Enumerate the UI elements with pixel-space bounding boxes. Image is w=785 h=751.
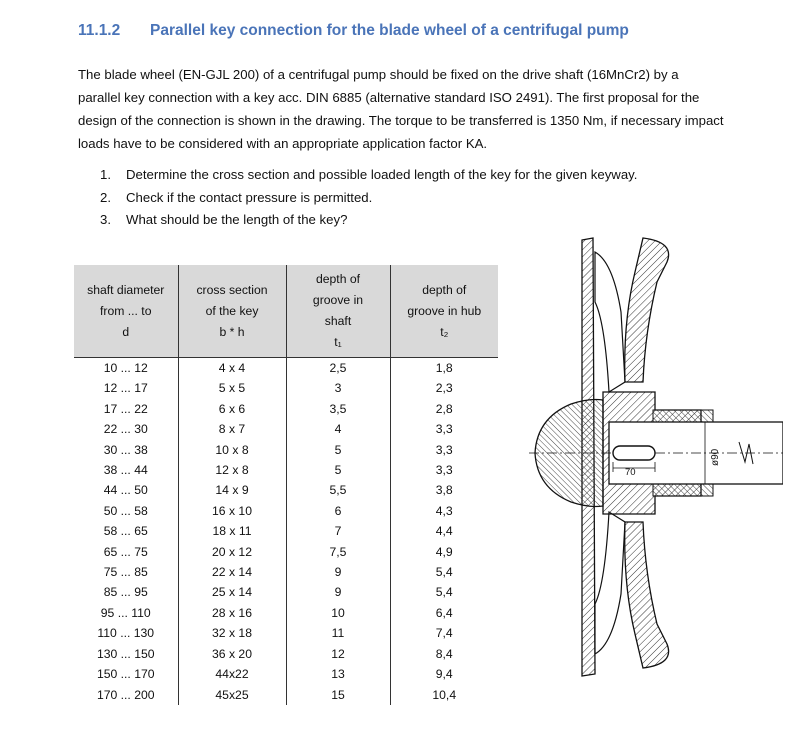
table-cell: 150 ... 170 xyxy=(96,667,155,682)
header-line: shaft diameter xyxy=(87,282,165,297)
blade-wheel-drawing xyxy=(525,222,783,684)
parallel-key xyxy=(613,446,655,460)
header-line: shaft xyxy=(324,314,352,328)
table-row xyxy=(74,501,498,521)
table-cell: 5 xyxy=(286,460,390,480)
table-cell: 2,8 xyxy=(390,399,498,419)
table-cell: 36 x 20 xyxy=(178,644,286,664)
table-row xyxy=(74,378,498,398)
header-depth-shaft xyxy=(286,265,390,358)
table-row xyxy=(74,399,498,419)
table-row xyxy=(74,685,498,705)
header-line: d xyxy=(122,324,130,339)
table-cell: 3,5 xyxy=(286,399,390,419)
table-row xyxy=(74,603,498,623)
table-cell: 6,4 xyxy=(390,603,498,623)
table-row xyxy=(74,644,498,664)
table-cell: 9 xyxy=(286,582,390,602)
table-cell: 9,4 xyxy=(390,664,498,684)
table-cell: 22 x 14 xyxy=(178,562,286,582)
table-cell: 2,3 xyxy=(390,378,498,398)
table-body xyxy=(74,358,498,705)
header-line: groove in xyxy=(312,293,364,307)
task-text: Determine the cross section and possible loaded length of the key for the given keyway. xyxy=(126,167,638,182)
table-header-row xyxy=(74,265,498,358)
table-cell: 1,8 xyxy=(390,358,498,379)
table-cell: 50 ... 58 xyxy=(103,503,148,518)
table-row xyxy=(74,460,498,480)
blade-web xyxy=(595,252,625,392)
table-row xyxy=(74,480,498,500)
table-row xyxy=(74,521,498,541)
table-cell: 3,3 xyxy=(390,460,498,480)
table-cell: 20 x 12 xyxy=(178,542,286,562)
section-title: Parallel key connection for the blade wheel of a centrifugal pump xyxy=(150,22,629,39)
table-cell: 5 x 5 xyxy=(178,378,286,398)
table-cell: 3,3 xyxy=(390,440,498,460)
table-cell: 75 ... 85 xyxy=(103,565,148,580)
table-cell: 22 ... 30 xyxy=(103,422,148,437)
table-row xyxy=(74,623,498,643)
table-cell: 11 xyxy=(286,623,390,643)
table-cell: 8 x 7 xyxy=(178,419,286,439)
table-cell: 170 ... 200 xyxy=(96,687,155,702)
right-shroud-lower xyxy=(625,522,669,668)
right-shroud-upper xyxy=(625,238,669,382)
header-line: t₁ xyxy=(334,335,342,349)
table-cell: 25 x 14 xyxy=(178,582,286,602)
table-cell: 3,8 xyxy=(390,480,498,500)
table-cell: 10 x 8 xyxy=(178,440,286,460)
table-cell: 17 ... 22 xyxy=(103,401,148,416)
table-cell: 15 xyxy=(286,685,390,705)
table-cell: 110 ... 130 xyxy=(97,626,155,641)
table-row xyxy=(74,664,498,684)
shaft-collar xyxy=(653,410,713,422)
table-cell: 4 xyxy=(286,419,390,439)
task-number: 3. xyxy=(100,212,111,227)
table-cell: 4,4 xyxy=(390,521,498,541)
shaft-diameter-label: ø90 xyxy=(710,448,721,466)
key-length-label: 70 xyxy=(625,467,636,478)
table-cell: 5,4 xyxy=(390,562,498,582)
header-line: of the key xyxy=(205,303,259,318)
key-dimension-table xyxy=(74,265,498,705)
table-cell: 4,3 xyxy=(390,501,498,521)
section-number: 11.1.2 xyxy=(78,22,121,39)
table-cell: 7 xyxy=(286,521,390,541)
table-cell: 10,4 xyxy=(390,685,498,705)
header-cross-section xyxy=(178,265,286,358)
table-cell: 10 ... 12 xyxy=(74,358,178,379)
header-line: groove in hub xyxy=(407,303,482,318)
list-item xyxy=(100,164,637,187)
header-line: depth of xyxy=(315,272,361,286)
task-text: Check if the contact pressure is permitted. xyxy=(126,189,373,205)
table-cell: 4,9 xyxy=(390,542,498,562)
table-cell: 10 xyxy=(286,603,390,623)
table-cell: 58 ... 65 xyxy=(103,524,148,539)
table-cell: 6 x 6 xyxy=(178,399,286,419)
table-cell: 65 ... 75 xyxy=(103,544,148,559)
table-cell: 28 x 16 xyxy=(178,603,286,623)
table-cell: 130 ... 150 xyxy=(96,646,155,661)
table-cell: 7,4 xyxy=(390,623,498,643)
table-cell: 38 ... 44 xyxy=(103,463,148,478)
table-cell: 8,4 xyxy=(390,644,498,664)
table-cell: 85 ... 95 xyxy=(103,585,148,600)
table-cell: 5,5 xyxy=(286,480,390,500)
header-line: b * h xyxy=(219,324,245,339)
table-cell: 3,3 xyxy=(390,419,498,439)
header-line: cross section xyxy=(196,282,268,297)
table-cell: 13 xyxy=(286,664,390,684)
table-cell: 12 ... 17 xyxy=(103,381,148,396)
table-cell: 9 xyxy=(286,562,390,582)
header-line: depth of xyxy=(422,282,467,297)
table-cell: 44x22 xyxy=(178,664,286,684)
table-cell: 16 x 10 xyxy=(178,501,286,521)
table-cell: 45x25 xyxy=(178,685,286,705)
table-cell: 32 x 18 xyxy=(178,623,286,643)
table-row xyxy=(74,440,498,460)
table-cell: 14 x 9 xyxy=(178,480,286,500)
table-cell: 5 xyxy=(286,440,390,460)
table-cell: 44 ... 50 xyxy=(103,483,148,498)
task-text: What should be the length of the key? xyxy=(126,212,348,227)
list-item xyxy=(100,187,637,210)
table-cell: 7,5 xyxy=(286,542,390,562)
task-number: 1. xyxy=(100,167,111,182)
table-cell: 30 ... 38 xyxy=(103,442,148,457)
table-cell: 18 x 11 xyxy=(178,521,286,541)
table-row xyxy=(74,582,498,602)
header-shaft-diameter xyxy=(74,265,178,358)
shaft-collar xyxy=(653,484,713,496)
intro-paragraph: The blade wheel (EN-GJL 200) of a centrifugal pump should be fixed on the drive shaft (16MnCr2) by a parallel key connection with a key acc. DIN 6885 (alternative standard ISO 2491). The first proposal for the design of the connection is shown in the drawing. The torque to be transferred is 1350 Nm, if necessary impact loads have to be considered with an appropriate application factor KA. xyxy=(78,67,724,151)
table-row xyxy=(74,542,498,562)
table-cell: 12 xyxy=(286,644,390,664)
table-row xyxy=(74,358,498,379)
table-cell: 95 ... 110 xyxy=(100,605,151,620)
table-cell: 4 x 4 xyxy=(178,358,286,379)
table-cell: 2,5 xyxy=(286,358,390,379)
table-row xyxy=(74,419,498,439)
header-line: from ... to xyxy=(100,303,152,318)
table-cell: 6 xyxy=(286,501,390,521)
table-cell: 3 xyxy=(286,378,390,398)
section-heading xyxy=(78,22,629,40)
header-line: t₂ xyxy=(440,324,449,339)
task-number: 2. xyxy=(100,189,111,205)
table-row xyxy=(74,562,498,582)
header-depth-hub xyxy=(390,265,498,358)
table-cell: 5,4 xyxy=(390,582,498,602)
table-cell: 12 x 8 xyxy=(178,460,286,480)
blade-web xyxy=(595,512,625,654)
